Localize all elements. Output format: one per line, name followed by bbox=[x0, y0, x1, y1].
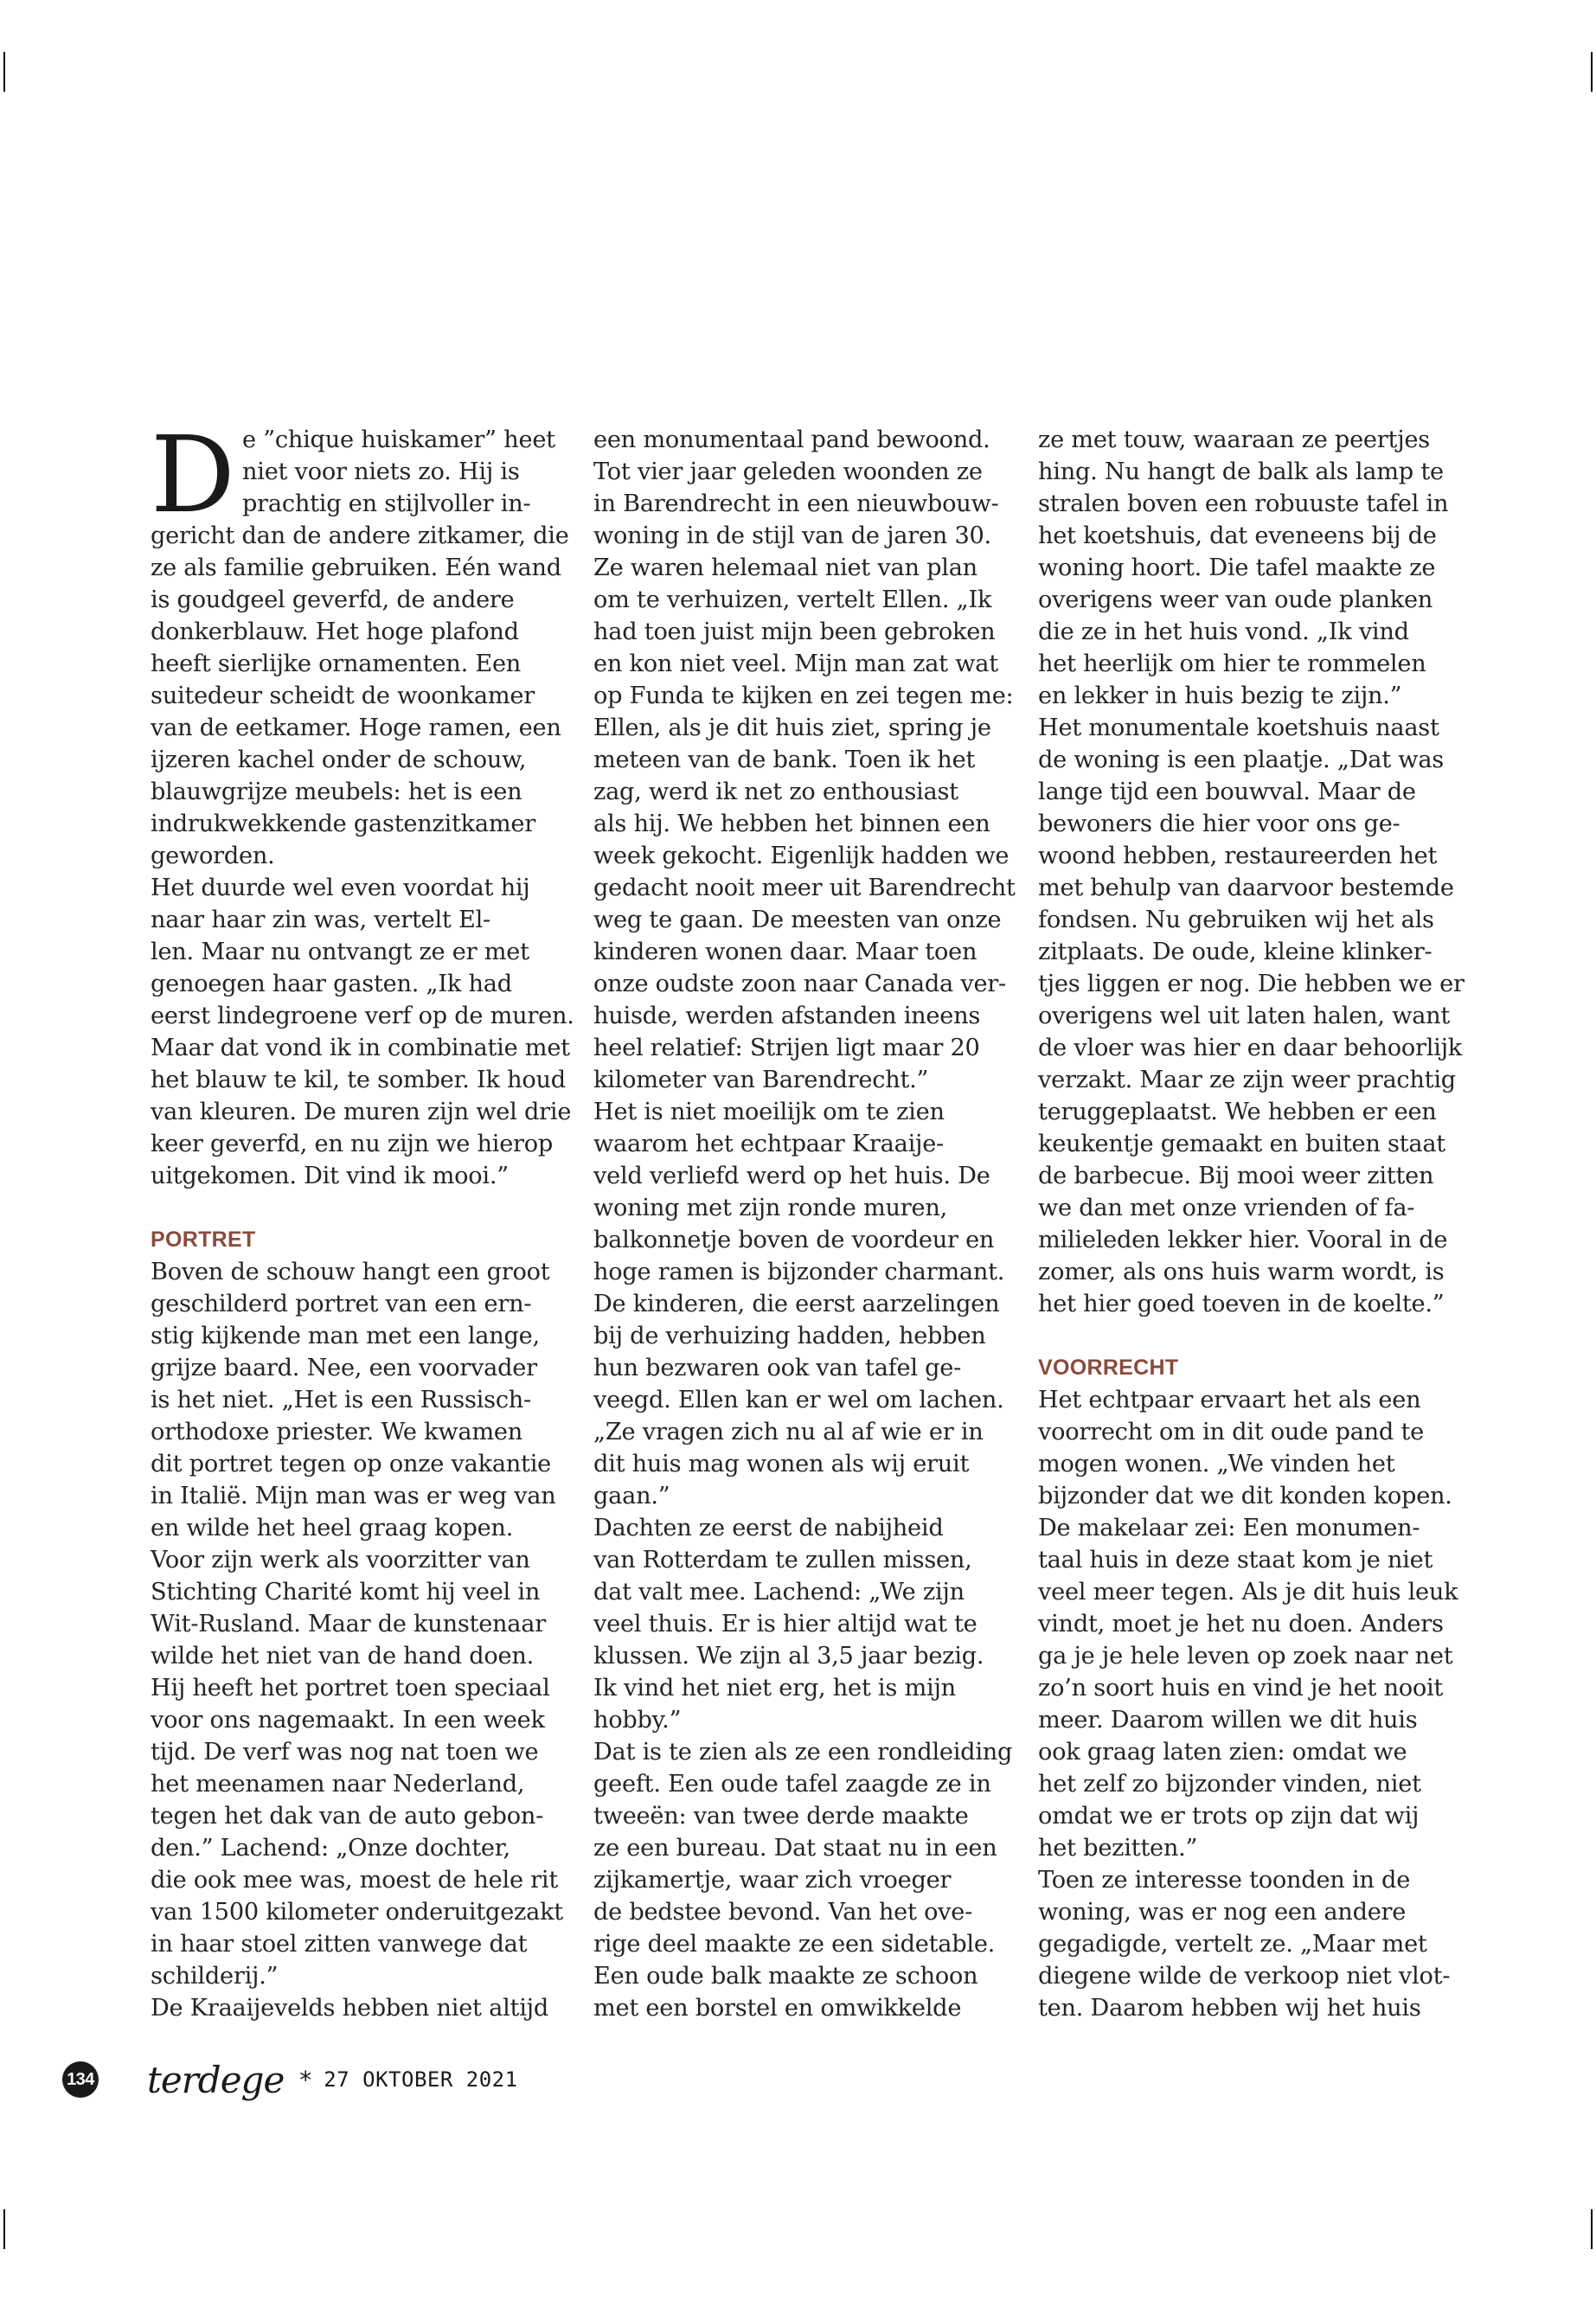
text-line: De kinderen, die eerst aarzelingen bbox=[593, 1291, 1000, 1317]
text-line: weg te gaan. De meesten van onze bbox=[593, 907, 1002, 933]
text-line: Het is niet moeilijk om te zien bbox=[593, 1099, 945, 1125]
text-line: het koetshuis, dat eveneens bij de bbox=[1038, 522, 1437, 549]
text-line: we dan met onze vrienden of fa- bbox=[1038, 1195, 1415, 1221]
drop-cap: D bbox=[151, 413, 235, 536]
text-line: Voor zijn werk als voorzitter van bbox=[151, 1547, 530, 1574]
text-line: heel relatief: Strijen ligt maar 20 bbox=[593, 1035, 980, 1061]
text-line: onze oudste zoon naar Canada ver- bbox=[593, 971, 1006, 997]
text-line: balkonnetje boven de voordeur en bbox=[593, 1227, 995, 1253]
text-line: huisde, werden afstanden ineens bbox=[593, 1003, 981, 1029]
text-line: ijzeren kachel onder de schouw, bbox=[151, 747, 527, 773]
text-line: Ik vind het niet erg, het is mijn bbox=[593, 1675, 956, 1702]
text-line: uitgekomen. Dit vind ik mooi.” bbox=[151, 1163, 509, 1189]
text-line: Dat is te zien als ze een rondleiding bbox=[593, 1739, 1013, 1766]
paragraph-gap bbox=[1038, 1320, 1436, 1352]
text-line: teruggeplaatst. We hebben er een bbox=[1038, 1099, 1437, 1125]
text-line: van Rotterdam te zullen missen, bbox=[593, 1547, 972, 1574]
text-line: zag, werd ik net zo enthousiast bbox=[593, 779, 958, 805]
text-line: Dachten ze eerst de nabijheid bbox=[593, 1515, 944, 1541]
text-line: zijkamertje, waar zich vroeger bbox=[593, 1867, 952, 1894]
text-line: die ook mee was, moest de hele rit bbox=[151, 1867, 559, 1894]
text-line: in haar stoel zitten vanwege dat bbox=[151, 1931, 528, 1958]
text-line: Toen ze interesse toonden in de bbox=[1038, 1867, 1411, 1894]
text-line: ze met touw, waaraan ze peertjes bbox=[1038, 426, 1430, 453]
text-line: taal huis in deze staat kom je niet bbox=[1038, 1547, 1433, 1574]
text-line: had toen juist mijn been gebroken bbox=[593, 619, 996, 645]
text-line: van 1500 kilometer onderuitgezakt bbox=[151, 1899, 563, 1926]
text-line: meer. Daarom willen we dit huis bbox=[1038, 1707, 1418, 1734]
text-line: en wilde het heel graag kopen. bbox=[151, 1515, 514, 1541]
text-line: stig kijkende man met een lange, bbox=[151, 1323, 540, 1349]
text-line: Wit-Rusland. Maar de kunstenaar bbox=[151, 1611, 546, 1638]
text-line: fondsen. Nu gebruiken wij het als bbox=[1038, 907, 1434, 933]
text-line: stralen boven een robuuste tafel in bbox=[1038, 490, 1449, 517]
text-line: als hij. We hebben het binnen een bbox=[593, 811, 990, 837]
text-line: woning hoort. Die tafel maakte ze bbox=[1038, 554, 1436, 581]
page-number-badge: 134 bbox=[62, 2061, 99, 2098]
text-line: Hij heeft het portret toen speciaal bbox=[151, 1675, 550, 1702]
text-line: het zelf zo bijzonder vinden, niet bbox=[1038, 1771, 1421, 1798]
text-line: gedacht nooit meer uit Barendrecht bbox=[593, 875, 1016, 901]
text-line: hoge ramen is bijzonder charmant. bbox=[593, 1259, 1005, 1285]
text-line: is goudgeel geverfd, de andere bbox=[151, 586, 515, 613]
text-line: het bezitten.” bbox=[1038, 1835, 1198, 1862]
text-line: Tot vier jaar geleden woonden ze bbox=[593, 458, 983, 485]
text-line: Ellen, als je dit huis ziet, spring je bbox=[593, 715, 991, 741]
text-line: tijd. De verf was nog nat toen we bbox=[151, 1739, 539, 1766]
text-line: waarom het echtpaar Kraaije- bbox=[593, 1131, 944, 1157]
text-line: zitplaats. De oude, kleine klinker- bbox=[1038, 939, 1433, 965]
text-line: Stichting Charité komt hij veel in bbox=[151, 1579, 541, 1606]
text-line: woond hebben, restaureerden het bbox=[1038, 843, 1438, 869]
text-line: zo’n soort huis en vind je het nooit bbox=[1038, 1675, 1444, 1702]
text-line: Het monumentale koetshuis naast bbox=[1038, 715, 1439, 741]
paragraph-gap bbox=[151, 1192, 548, 1224]
text-line: om te verhuizen, vertelt Ellen. „Ik bbox=[593, 586, 992, 613]
text-line: bijzonder dat we dit konden kopen. bbox=[1038, 1483, 1452, 1509]
text-line: voor ons nagemaakt. In een week bbox=[151, 1707, 545, 1734]
text-line: naar haar zin was, vertelt El- bbox=[151, 907, 490, 933]
text-line: orthodoxe priester. We kwamen bbox=[151, 1419, 522, 1445]
text-line: week gekocht. Eigenlijk hadden we bbox=[593, 843, 1010, 869]
article-column-1 bbox=[151, 413, 574, 2024]
text-line: ze als familie gebruiken. Eén wand bbox=[151, 554, 561, 581]
crop-mark-bottom-left bbox=[3, 2209, 5, 2249]
page-footer bbox=[62, 2055, 518, 2104]
text-line: Boven de schouw hangt een groot bbox=[151, 1259, 550, 1285]
text-line: veel meer tegen. Als je dit huis leuk bbox=[1038, 1579, 1458, 1606]
text-line: den.” Lachend: „Onze dochter, bbox=[151, 1835, 510, 1862]
text-line: veel thuis. Er is hier altijd wat te bbox=[593, 1611, 977, 1638]
text-line: de woning is een plaatje. „Dat was bbox=[1038, 747, 1444, 773]
text-line: kinderen wonen daar. Maar toen bbox=[593, 939, 977, 965]
text-line: klussen. We zijn al 3,5 jaar bezig. bbox=[593, 1643, 984, 1670]
text-line: bij de verhuizing hadden, hebben bbox=[593, 1323, 986, 1349]
text-line: bewoners die hier voor ons ge- bbox=[1038, 811, 1401, 837]
magazine-logo: terdege bbox=[147, 2058, 285, 2101]
text-line: verzakt. Maar ze zijn weer prachtig bbox=[1038, 1067, 1456, 1093]
text-line: ze een bureau. Dat staat nu in een bbox=[593, 1835, 997, 1862]
text-line: dit huis mag wonen als wij eruit bbox=[593, 1451, 970, 1477]
text-line: ga je je hele leven op zoek naar net bbox=[1038, 1643, 1453, 1670]
text-line: van de eetkamer. Hoge ramen, een bbox=[151, 715, 561, 741]
text-line: vindt, moet je het nu doen. Anders bbox=[1038, 1611, 1444, 1638]
article-column-3 bbox=[1038, 424, 1465, 2024]
text-line: de vloer was hier en daar behoorlijk bbox=[1038, 1035, 1463, 1061]
text-line: diegene wilde de verkoop niet vlot- bbox=[1038, 1963, 1451, 1990]
section-heading: PORTRET bbox=[151, 1227, 256, 1252]
text-line: len. Maar nu ontvangt ze er met bbox=[151, 939, 529, 965]
text-line: De makelaar zei: Een monumen- bbox=[1038, 1515, 1420, 1541]
text-line: milieleden lekker hier. Vooral in de bbox=[1038, 1227, 1448, 1253]
issue-date: 27 OKTOBER 2021 bbox=[324, 2067, 518, 2092]
text-line: het hier goed toeven in de koelte.” bbox=[1038, 1291, 1445, 1317]
text-line: De Kraaijevelds hebben niet altijd bbox=[151, 1995, 548, 2022]
text-line: tegen het dak van de auto gebon- bbox=[151, 1803, 544, 1830]
text-line: heeft sierlijke ornamenten. Een bbox=[151, 651, 522, 677]
text-line: het blauw te kil, te somber. Ik houd bbox=[151, 1067, 566, 1093]
text-line: lange tijd een bouwval. Maar de bbox=[1038, 779, 1416, 805]
text-line: een monumentaal pand bewoond. bbox=[593, 426, 990, 453]
text-line: woning, was er nog een andere bbox=[1038, 1899, 1407, 1926]
text-line: schilderij.” bbox=[151, 1963, 279, 1990]
text-line: kilometer van Barendrecht.” bbox=[593, 1067, 929, 1093]
text-line: overigens weer van oude planken bbox=[1038, 586, 1433, 613]
text-line: op Funda te kijken en zei tegen me: bbox=[593, 683, 1014, 709]
text-line: gegadigde, vertelt ze. „Maar met bbox=[1038, 1931, 1427, 1958]
text-line: gaan.” bbox=[593, 1483, 670, 1509]
text-line: keer geverfd, en nu zijn we hierop bbox=[151, 1131, 554, 1157]
article-column-2 bbox=[593, 424, 1016, 2024]
text-line: veld verliefd werd op het huis. De bbox=[593, 1163, 990, 1189]
text-line: woning met zijn ronde muren, bbox=[593, 1195, 947, 1221]
text-line: eerst lindegroene verf op de muren. bbox=[151, 1003, 574, 1029]
text-line: met behulp van daarvoor bestemde bbox=[1038, 875, 1454, 901]
text-line: gericht dan de andere zitkamer, die bbox=[151, 522, 569, 549]
asterisk-icon: * bbox=[299, 2065, 312, 2094]
text-line: woning in de stijl van de jaren 30. bbox=[593, 522, 991, 549]
text-line: in Italië. Mijn man was er weg van bbox=[151, 1483, 556, 1509]
text-line: genoegen haar gasten. „Ik had bbox=[151, 971, 512, 997]
crop-mark-bottom-right bbox=[1591, 2209, 1593, 2249]
text-line: Ze waren helemaal niet van plan bbox=[593, 554, 977, 581]
text-line: wilde het niet van de hand doen. bbox=[151, 1643, 534, 1670]
text-line: voorrecht om in dit oude pand te bbox=[1038, 1419, 1424, 1445]
text-line: en kon niet veel. Mijn man zat wat bbox=[593, 651, 998, 677]
text-line: hing. Nu hangt de balk als lamp te bbox=[1038, 458, 1444, 485]
text-line: Een oude balk maakte ze schoon bbox=[593, 1963, 978, 1990]
text-line: het meenamen naar Nederland, bbox=[151, 1771, 525, 1798]
text-line: donkerblauw. Het hoge plafond bbox=[151, 619, 519, 645]
text-line: hobby.” bbox=[593, 1707, 682, 1734]
text-line: e ”chique huiskamer” heet bbox=[242, 426, 555, 453]
text-line: tweeën: van twee derde maakte bbox=[593, 1803, 969, 1830]
text-line: de barbecue. Bij mooi weer zitten bbox=[1038, 1163, 1434, 1189]
text-line: dat valt mee. Lachend: „We zijn bbox=[593, 1579, 965, 1606]
text-line: tjes liggen er nog. Die hebben we er bbox=[1038, 971, 1465, 997]
text-line: van kleuren. De muren zijn wel drie bbox=[151, 1099, 572, 1125]
text-line: „Ze vragen zich nu al af wie er in bbox=[593, 1419, 984, 1445]
text-line: in Barendrecht in een nieuwbouw- bbox=[593, 490, 999, 517]
text-line: indrukwekkende gastenzitkamer bbox=[151, 811, 535, 837]
text-line: en lekker in huis bezig te zijn.” bbox=[1038, 683, 1402, 709]
text-line: suitedeur scheidt de woonkamer bbox=[151, 683, 535, 709]
text-line: rige deel maakte ze een sidetable. bbox=[593, 1931, 996, 1958]
text-line: dit portret tegen op onze vakantie bbox=[151, 1451, 551, 1477]
text-line: die ze in het huis vond. „Ik vind bbox=[1038, 619, 1409, 645]
text-line: niet voor niets zo. Hij is bbox=[242, 458, 520, 485]
text-line: Maar dat vond ik in combinatie met bbox=[151, 1035, 570, 1061]
text-line: Het duurde wel even voordat hij bbox=[151, 875, 530, 901]
text-line: ten. Daarom hebben wij het huis bbox=[1038, 1995, 1421, 2022]
text-line: geworden. bbox=[151, 843, 275, 869]
crop-mark-top-left bbox=[3, 52, 5, 92]
crop-mark-top-right bbox=[1591, 52, 1593, 92]
text-line: geschilderd portret van een ern- bbox=[151, 1291, 532, 1317]
text-line: veegd. Ellen kan er wel om lachen. bbox=[593, 1387, 1004, 1413]
text-line: omdat we er trots op zijn dat wij bbox=[1038, 1803, 1420, 1830]
text-line: ook graag laten zien: omdat we bbox=[1038, 1739, 1407, 1766]
text-line: het heerlijk om hier te rommelen bbox=[1038, 651, 1426, 677]
text-line: prachtig en stijlvoller in- bbox=[242, 490, 531, 517]
text-line: geeft. Een oude tafel zaagde ze in bbox=[593, 1771, 991, 1798]
text-line: meteen van de bank. Toen ik het bbox=[593, 747, 976, 773]
text-line: zomer, als ons huis warm wordt, is bbox=[1038, 1259, 1445, 1285]
text-line: overigens wel uit laten halen, want bbox=[1038, 1003, 1451, 1029]
section-heading: VOORRECHT bbox=[1038, 1356, 1179, 1380]
text-line: hun bezwaren ook van tafel ge- bbox=[593, 1355, 962, 1381]
text-line: blauwgrijze meubels: het is een bbox=[151, 779, 522, 805]
text-line: met een borstel en omwikkelde bbox=[593, 1995, 962, 2022]
text-line: de bedstee bevond. Van het ove- bbox=[593, 1899, 973, 1926]
text-line: is het niet. „Het is een Russisch- bbox=[151, 1387, 531, 1413]
text-line: mogen wonen. „We vinden het bbox=[1038, 1451, 1395, 1477]
text-line: grijze baard. Nee, een voorvader bbox=[151, 1355, 537, 1381]
text-line: Het echtpaar ervaart het als een bbox=[1038, 1387, 1421, 1413]
text-line: keukentje gemaakt en buiten staat bbox=[1038, 1131, 1445, 1157]
